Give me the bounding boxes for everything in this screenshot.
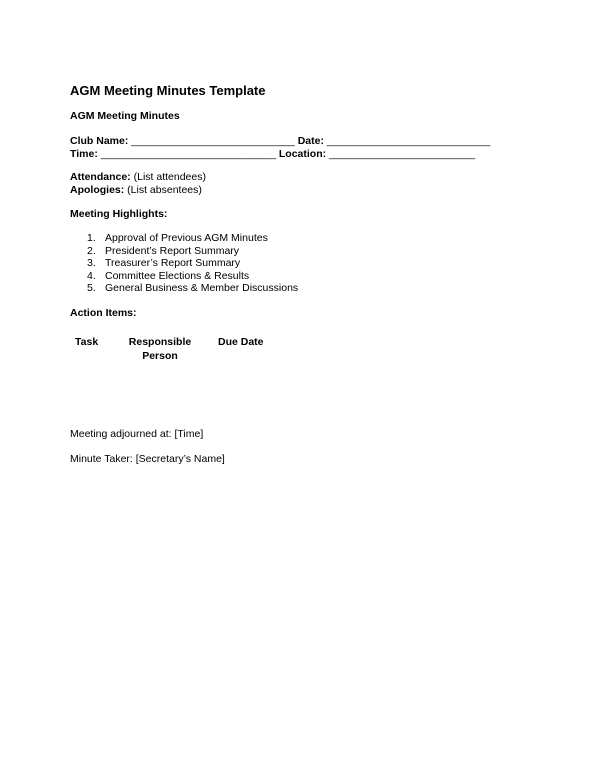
minute-taker-line: Minute Taker: [Secretary’s Name] (70, 453, 225, 465)
list-item (87, 232, 298, 245)
document-subtitle: AGM Meeting Minutes (70, 110, 180, 122)
time-location-row (70, 148, 475, 160)
club-name-label: Club Name: (70, 135, 129, 147)
list-text: President’s Report Summary (105, 244, 240, 257)
list-number: 5. (87, 282, 96, 294)
apologies-line (70, 184, 202, 196)
document-title: AGM Meeting Minutes Template (70, 83, 266, 98)
list-number: 4. (87, 269, 96, 282)
date-blank: ____________________________ (326, 135, 491, 147)
list-item (87, 270, 298, 283)
list-item (87, 282, 298, 295)
list-text: Approval of Previous AGM Minutes (105, 232, 268, 244)
list-item (87, 245, 298, 258)
location-blank: _________________________ (329, 148, 476, 160)
column-header-responsible (120, 335, 200, 363)
club-name-blank: ____________________________ (131, 135, 295, 147)
attendance-line (70, 171, 206, 183)
attendance-value: (List attendees) (133, 171, 206, 183)
club-date-row (70, 135, 490, 147)
list-number: 3. (87, 257, 96, 269)
highlights-list (87, 232, 298, 295)
highlights-heading: Meeting Highlights: (70, 208, 168, 220)
action-items-heading: Action Items: (70, 307, 137, 319)
list-number: 2. (87, 244, 96, 257)
list-number: 1. (87, 232, 96, 244)
time-blank: ______________________________ (100, 148, 276, 160)
location-label: Location: (278, 148, 327, 160)
attendance-label: Attendance: (70, 171, 131, 183)
time-label: Time: (70, 148, 98, 160)
responsible-line-2: Person (142, 350, 178, 362)
adjourned-line: Meeting adjourned at: [Time] (70, 428, 204, 440)
list-text: General Business & Member Discussions (105, 282, 299, 294)
apologies-label: Apologies: (70, 184, 125, 196)
list-text: Committee Elections & Results (105, 269, 250, 282)
column-header-task: Task (75, 336, 99, 348)
apologies-value: (List absentees) (127, 184, 202, 196)
list-text: Treasurer’s Report Summary (105, 257, 241, 269)
date-label: Date: (297, 135, 324, 147)
list-item (87, 257, 298, 270)
column-header-due-date: Due Date (218, 336, 264, 348)
responsible-line-1: Responsible (128, 336, 192, 348)
